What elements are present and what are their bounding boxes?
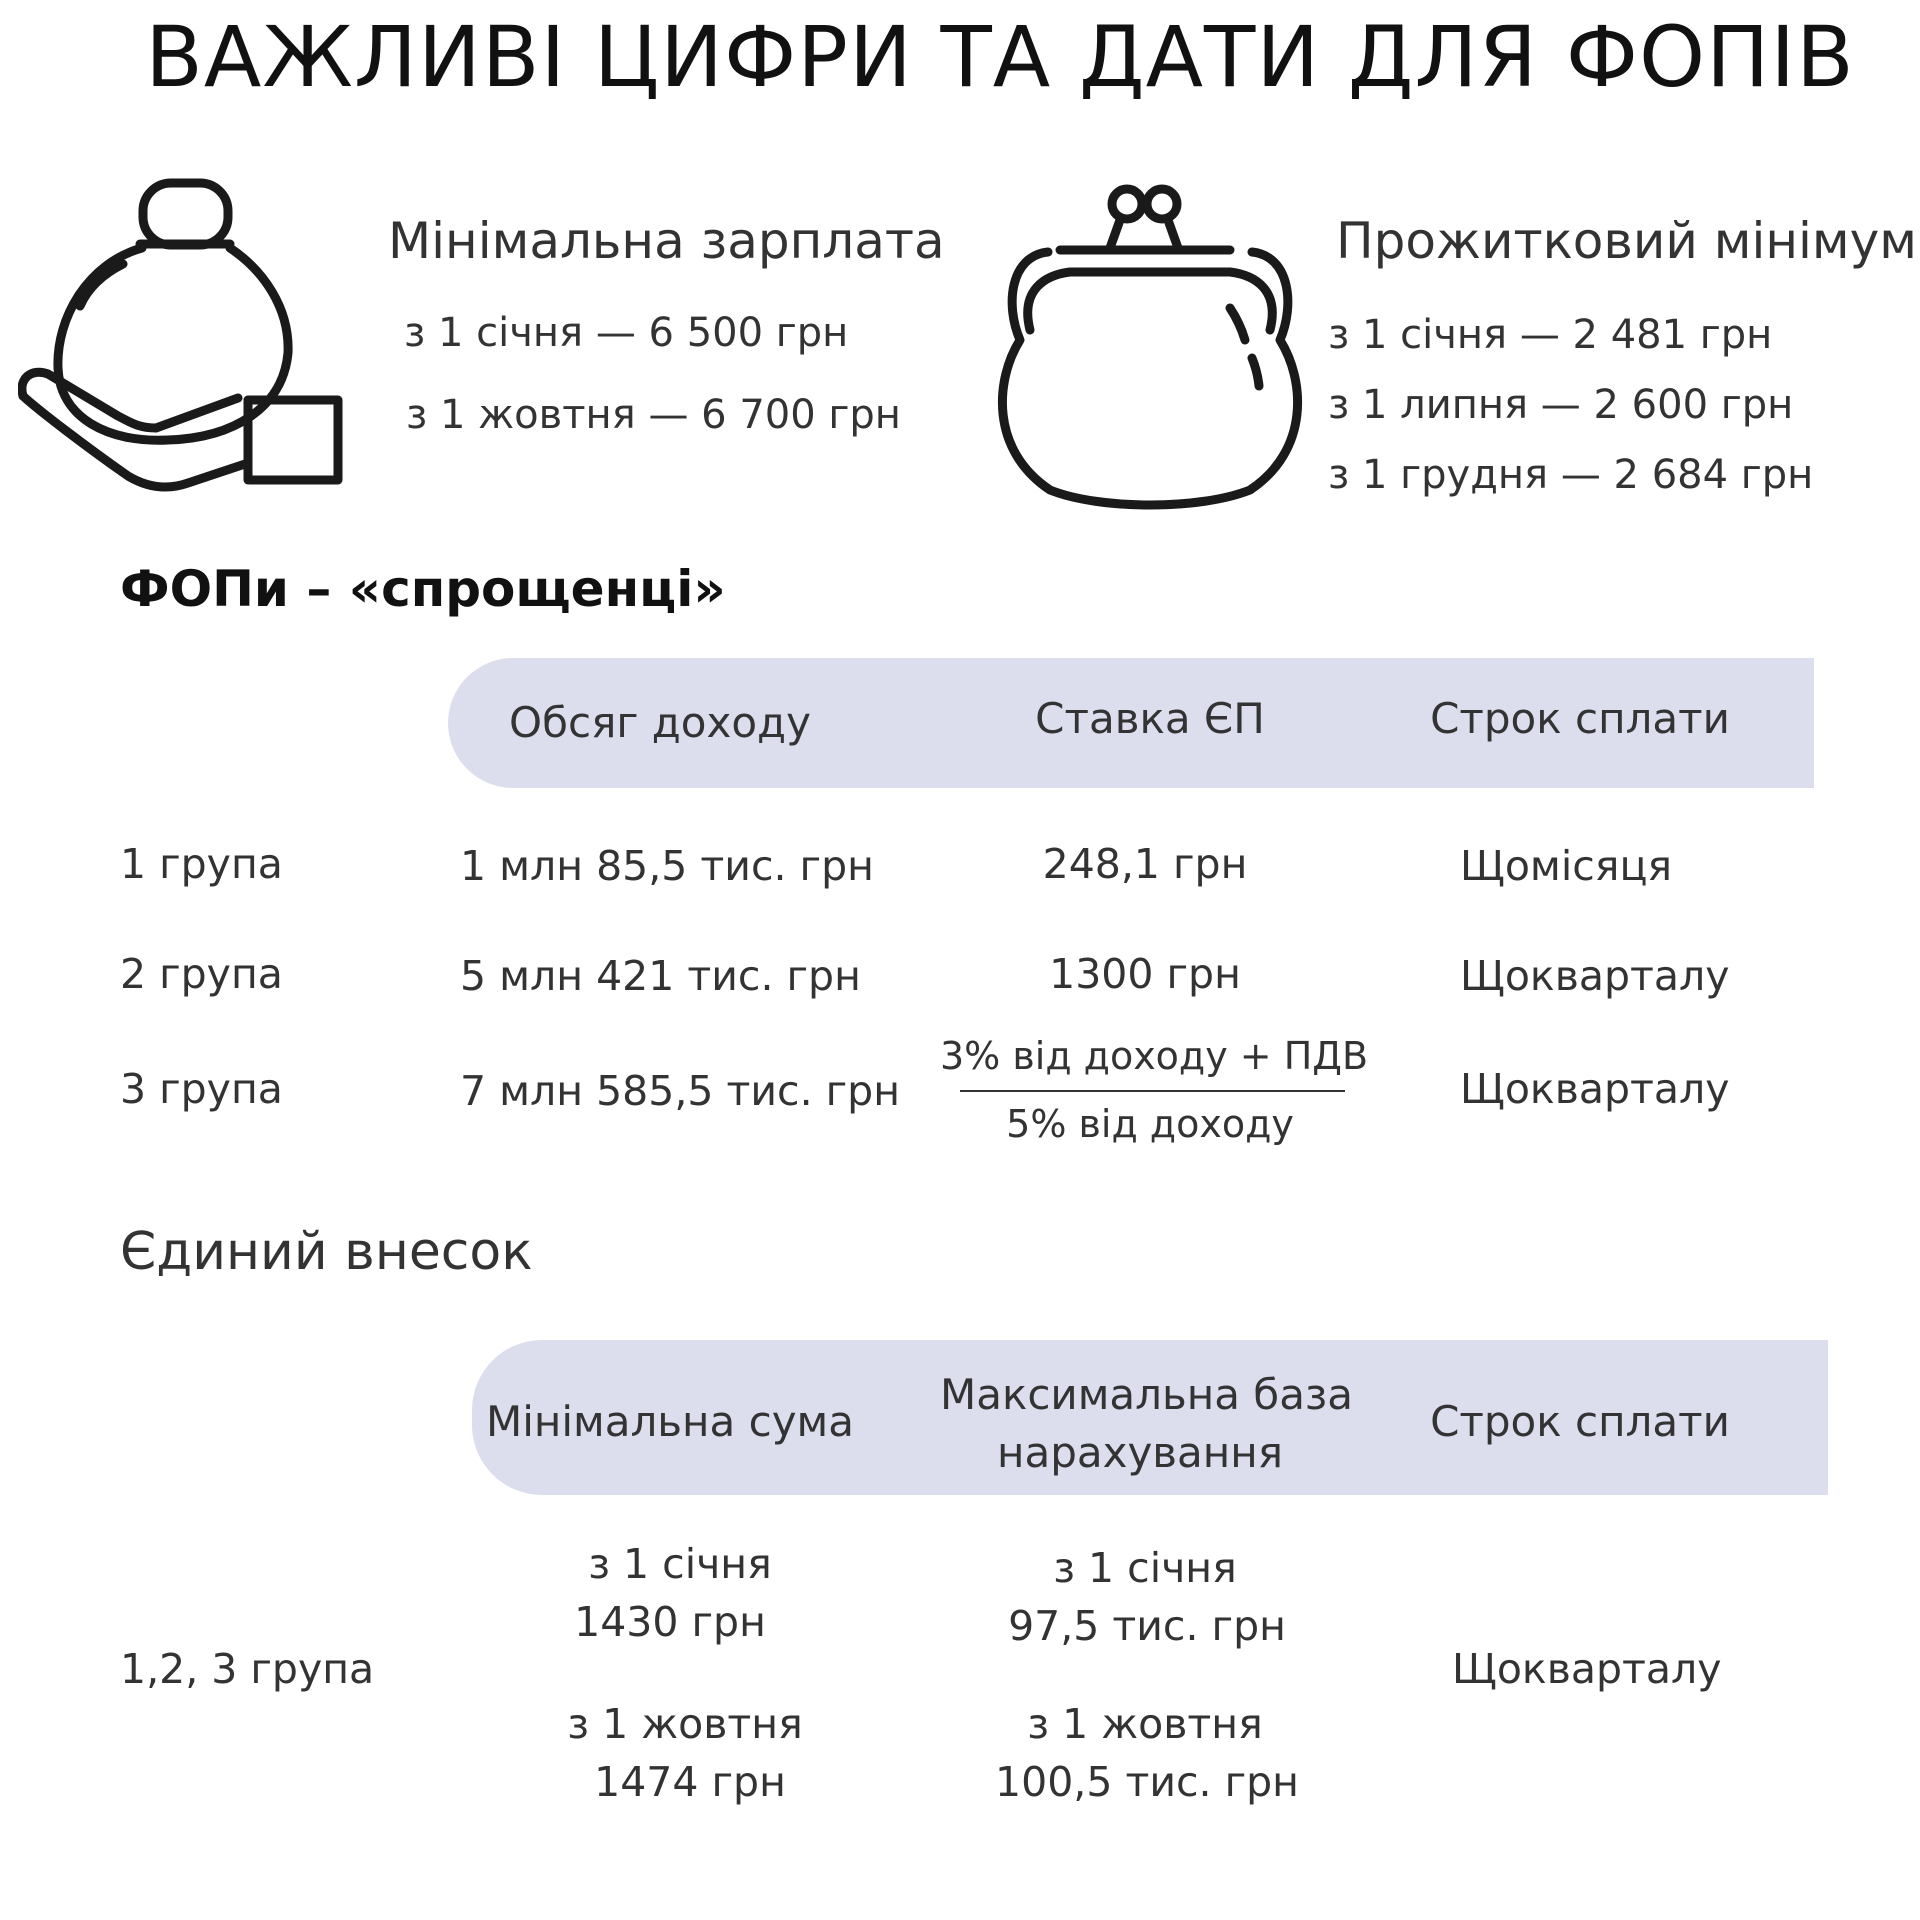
tax-rate-without-vat: 5% від доходу	[1006, 1102, 1294, 1146]
income-limit: 5 млн 421 тис. грн	[460, 952, 861, 1000]
esv-section-title: Єдиний внесок	[120, 1222, 533, 1282]
header-deadline: Строк сплати	[1430, 694, 1730, 743]
max-base-date: з 1 січня	[1053, 1544, 1237, 1592]
min-sum-date: з 1 січня	[588, 1540, 772, 1588]
header-deadline: Строк сплати	[1430, 1397, 1730, 1446]
payment-deadline: Щомісяця	[1460, 842, 1673, 890]
money-bag-hand-icon	[18, 178, 348, 508]
header-max-base-line2: нарахування	[997, 1428, 1283, 1477]
min-wage-line: з 1 січня — 6 500 грн	[404, 310, 849, 356]
income-limit: 7 млн 585,5 тис. грн	[460, 1067, 901, 1115]
page-title: ВАЖЛИВІ ЦИФРИ ТА ДАТИ ДЛЯ ФОПІВ	[145, 8, 1855, 106]
min-sum-value: 1474 грн	[594, 1758, 786, 1806]
header-rate: Ставка ЄП	[1035, 694, 1265, 743]
income-limit: 1 млн 85,5 тис. грн	[460, 842, 874, 890]
subsistence-line: з 1 грудня — 2 684 грн	[1328, 452, 1814, 498]
header-income: Обсяг доходу	[509, 698, 811, 747]
max-base-value: 97,5 тис. грн	[1008, 1602, 1286, 1650]
tax-rate-with-vat: 3% від доходу + ПДВ	[940, 1034, 1369, 1078]
header-max-base: Максимальна база	[940, 1370, 1354, 1419]
tax-rate: 248,1 грн	[1042, 840, 1248, 888]
subsistence-title: Прожитковий мінімум	[1336, 212, 1917, 270]
payment-deadline: Щокварталу	[1460, 952, 1730, 1000]
coin-purse-icon	[990, 180, 1310, 510]
payment-deadline: Щокварталу	[1460, 1065, 1730, 1113]
max-base-date: з 1 жовтня	[1027, 1700, 1263, 1748]
payment-deadline: Щокварталу	[1452, 1645, 1722, 1693]
group-label: 2 група	[120, 950, 283, 998]
group-label: 3 група	[120, 1065, 283, 1113]
min-wage-title: Мінімальна зарплата	[388, 212, 945, 270]
tax-rate: 1300 грн	[1049, 950, 1241, 998]
max-base-value: 100,5 тис. грн	[995, 1758, 1299, 1806]
subsistence-line: з 1 липня — 2 600 грн	[1328, 382, 1794, 428]
min-wage-line: з 1 жовтня — 6 700 грн	[406, 392, 901, 438]
subsistence-line: з 1 січня — 2 481 грн	[1328, 312, 1773, 358]
min-sum-value: 1430 грн	[574, 1598, 766, 1646]
fraction-divider	[960, 1090, 1345, 1092]
min-sum-date: з 1 жовтня	[567, 1700, 803, 1748]
simplified-section-title: ФОПи – «спрощенці»	[120, 560, 726, 618]
group-label: 1 група	[120, 840, 283, 888]
header-min-sum: Мінімальна сума	[486, 1397, 854, 1446]
group-label: 1,2, 3 група	[120, 1645, 375, 1693]
